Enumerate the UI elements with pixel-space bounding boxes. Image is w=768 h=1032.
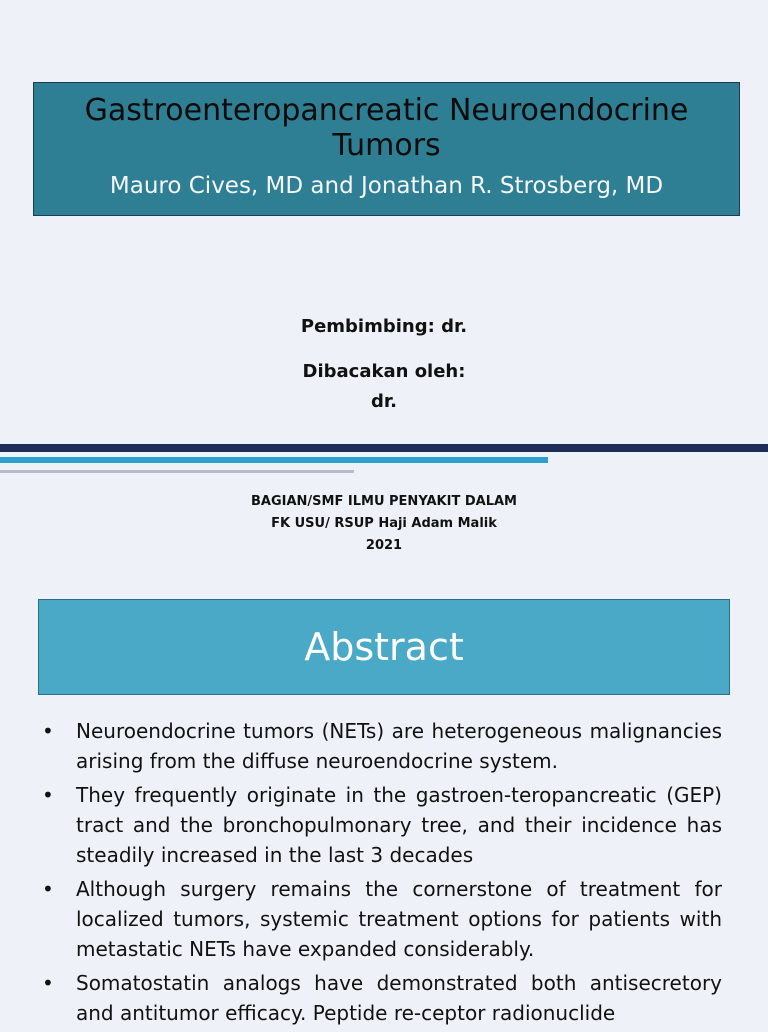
- presenter-name: dr.: [370, 391, 398, 412]
- divider-blue: [0, 457, 548, 463]
- bullet-text: Although surgery remains the cornerstone of treatment for localized tumors, systemic treatment options for patients with metastatic NETs have expanded considerably.: [76, 877, 722, 961]
- paper-title: Gastroenteropancreatic Neuroendocrine Tumors: [84, 93, 689, 163]
- paper-authors: Mauro Cives, MD and Jonathan R. Strosberg, MD: [109, 173, 664, 199]
- presenter-label: Dibacakan oleh:: [302, 361, 466, 382]
- year-line: 2021: [365, 538, 403, 553]
- divider-gray: [0, 470, 354, 473]
- department-block: [0, 491, 768, 557]
- abstract-banner: [38, 599, 730, 695]
- bullet-text: Somatostatin analogs have demonstrated both antisecretory and antitumor efficacy. Peptide re-ceptor radionuclide: [76, 971, 722, 1025]
- bullet-icon: •: [42, 877, 54, 901]
- list-item: [40, 716, 722, 776]
- abstract-bullet-list: [40, 716, 722, 1032]
- bullet-text: They frequently originate in the gastroen-teropancreatic (GEP) tract and the bronchopulmonary tree, and their incidence has steadily increased in the last 3 decades: [76, 783, 722, 867]
- list-item: [40, 968, 722, 1028]
- title-banner: [33, 82, 740, 216]
- department-line: BAGIAN/SMF ILMU PENYAKIT DALAM: [251, 494, 517, 509]
- advisor-label: Pembimbing: dr.: [300, 316, 468, 337]
- bullet-icon: •: [42, 783, 54, 807]
- list-item: [40, 874, 722, 964]
- bullet-text: Neuroendocrine tumors (NETs) are heterogeneous malignancies arising from the diffuse neuroendocrine system.: [76, 719, 722, 773]
- abstract-heading: Abstract: [304, 625, 464, 669]
- presenter-block: [0, 357, 768, 417]
- divider-navy: [0, 444, 768, 452]
- list-item: [40, 780, 722, 870]
- bullet-icon: •: [42, 971, 54, 995]
- bullet-icon: •: [42, 719, 54, 743]
- institution-line: FK USU/ RSUP Haji Adam Malik: [271, 516, 497, 531]
